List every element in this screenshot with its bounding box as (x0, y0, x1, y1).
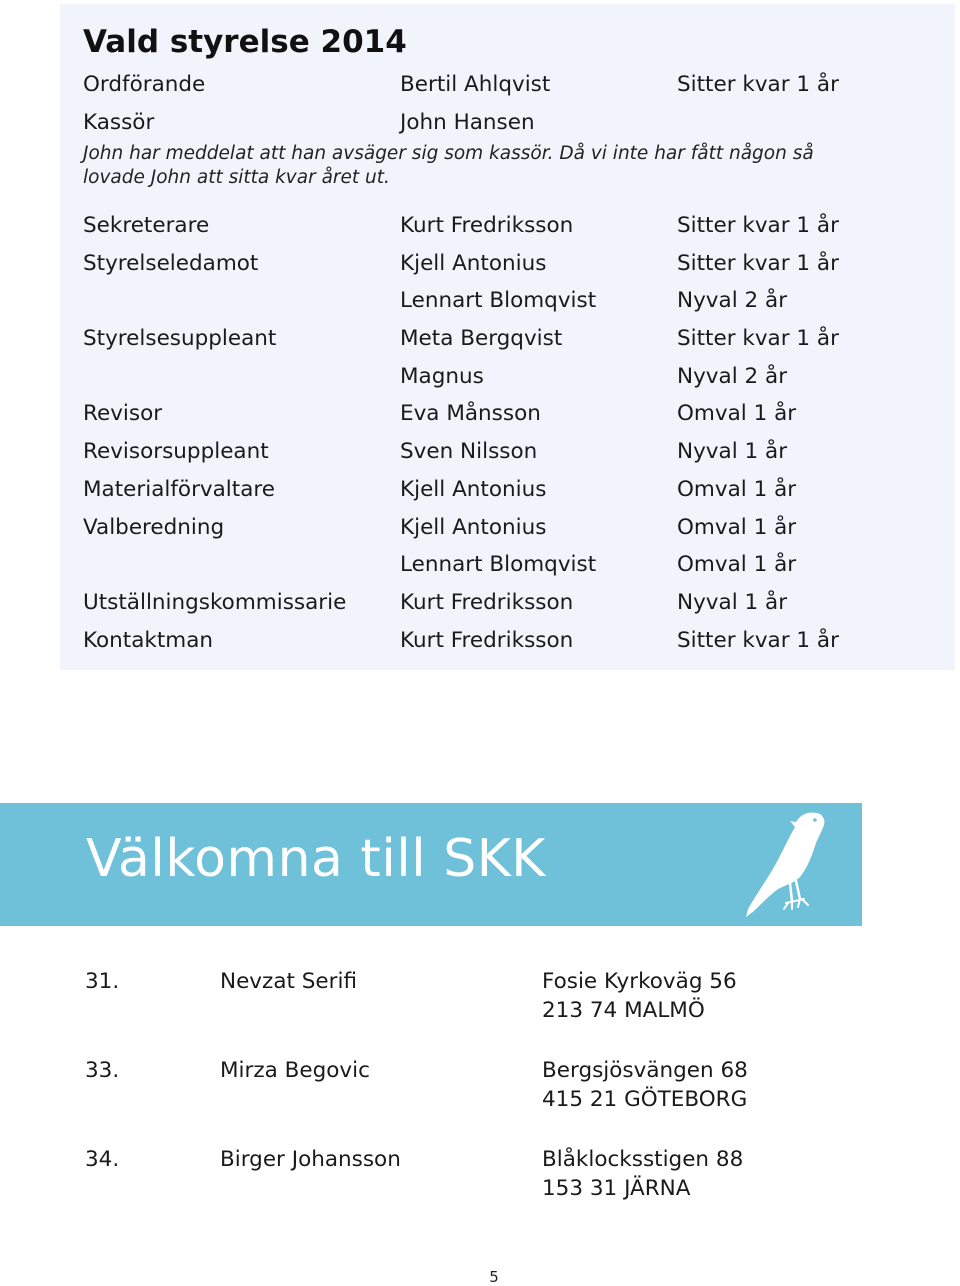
member-number: 34. (85, 1147, 120, 1172)
member-city: 153 31 JÄRNA (542, 1176, 691, 1201)
member-name: Nevzat Serifi (220, 969, 357, 994)
member-number: 31. (85, 969, 120, 994)
board-role: Sekreterare (83, 213, 210, 238)
board-term-status: Omval 1 år (677, 401, 797, 426)
board-row (0, 439, 960, 469)
member-entry (0, 1147, 960, 1209)
member-name: Mirza Begovic (220, 1058, 370, 1083)
member-city: 415 21 GÖTEBORG (542, 1087, 748, 1112)
board-row (0, 251, 960, 281)
member-name: Birger Johansson (220, 1147, 401, 1172)
member-city: 213 74 MALMÖ (542, 998, 705, 1023)
board-member-name: Sven Nilsson (400, 439, 538, 464)
board-role: Kontaktman (83, 628, 214, 653)
board-member-name: Lennart Blomqvist (400, 288, 597, 313)
board-member-name: Meta Bergqvist (400, 326, 563, 351)
board-member-name: John Hansen (400, 110, 535, 135)
board-term-status: Nyval 2 år (677, 364, 788, 389)
welcome-banner (0, 803, 862, 926)
welcome-title: Välkomna till SKK (86, 829, 546, 889)
board-term-status: Nyval 2 år (677, 288, 788, 313)
board-role: Valberedning (83, 515, 225, 540)
board-term-status: Nyval 1 år (677, 590, 788, 615)
board-term-status: Sitter kvar 1 år (677, 326, 839, 351)
board-role: Styrelsesuppleant (83, 326, 277, 351)
board-row (0, 288, 960, 318)
member-entry (0, 969, 960, 1031)
board-role: Ordförande (83, 72, 206, 97)
board-role: Revisor (83, 401, 163, 426)
board-role: Kassör (83, 110, 155, 135)
board-role: Materialförvaltare (83, 477, 275, 502)
board-role: Styrelseledamot (83, 251, 259, 276)
board-row (0, 628, 960, 658)
board-row (0, 552, 960, 582)
board-role: Utställningskommissarie (83, 590, 347, 615)
board-row (0, 401, 960, 431)
member-entry (0, 1058, 960, 1120)
treasurer-note: John har meddelat att han avsäger sig som kassör. Då vi inte har fått någon så lovade John att sitta kvar året ut. (83, 143, 814, 188)
board-term-status: Sitter kvar 1 år (677, 628, 839, 653)
board-role: Revisorsuppleant (83, 439, 269, 464)
board-row (0, 110, 960, 140)
board-member-name: Lennart Blomqvist (400, 552, 597, 577)
bird-icon (738, 809, 838, 923)
board-member-name: Magnus (400, 364, 484, 389)
board-member-name: Eva Månsson (400, 401, 541, 426)
member-street: Bergsjösvängen 68 (542, 1058, 748, 1083)
member-number: 33. (85, 1058, 120, 1083)
board-member-name: Kjell Antonius (400, 477, 547, 502)
board-term-status: Omval 1 år (677, 515, 797, 540)
board-title: Vald styrelse 2014 (83, 24, 407, 60)
board-row (0, 326, 960, 356)
board-member-name: Kurt Fredriksson (400, 628, 574, 653)
board-row (0, 477, 960, 507)
board-term-status: Sitter kvar 1 år (677, 213, 839, 238)
board-member-name: Kjell Antonius (400, 515, 547, 540)
page-number: 5 (489, 1268, 499, 1286)
board-member-name: Bertil Ahlqvist (400, 72, 551, 97)
member-street: Blåklocksstigen 88 (542, 1147, 744, 1172)
board-row (0, 515, 960, 545)
board-term-status: Sitter kvar 1 år (677, 72, 839, 97)
board-member-name: Kurt Fredriksson (400, 590, 574, 615)
board-row (0, 364, 960, 394)
board-row (0, 213, 960, 243)
board-row (0, 72, 960, 102)
board-term-status: Omval 1 år (677, 477, 797, 502)
board-term-status: Nyval 1 år (677, 439, 788, 464)
member-street: Fosie Kyrkoväg 56 (542, 969, 737, 994)
board-member-name: Kjell Antonius (400, 251, 547, 276)
board-member-name: Kurt Fredriksson (400, 213, 574, 238)
board-term-status: Omval 1 år (677, 552, 797, 577)
board-row (0, 590, 960, 620)
board-term-status: Sitter kvar 1 år (677, 251, 839, 276)
